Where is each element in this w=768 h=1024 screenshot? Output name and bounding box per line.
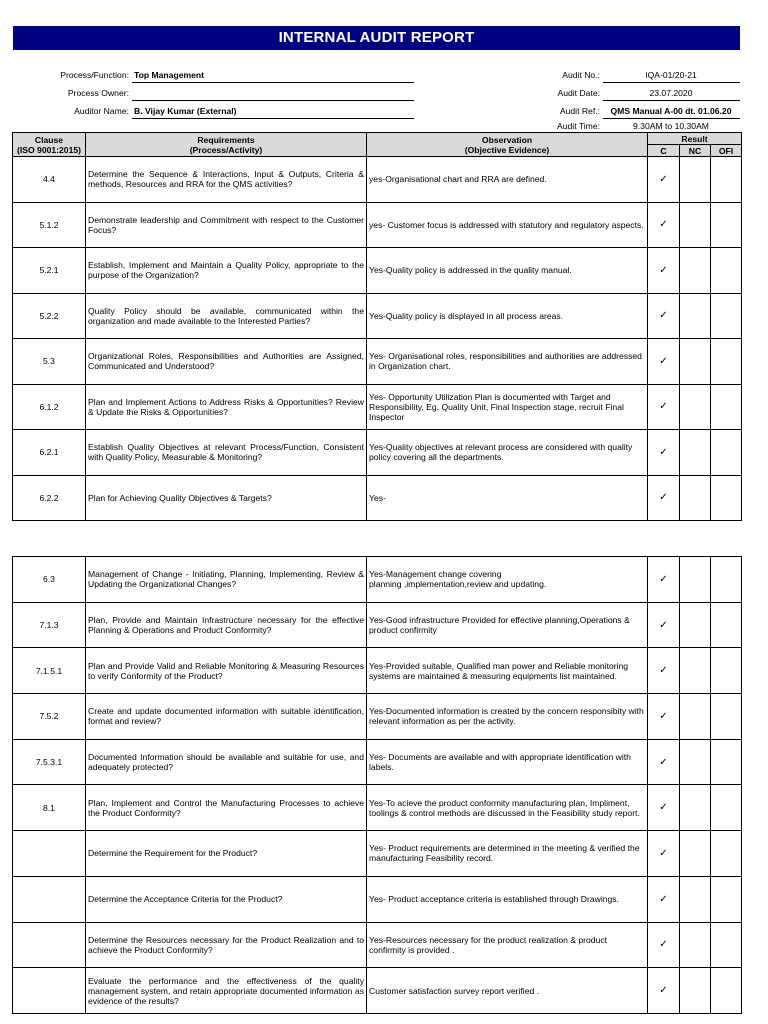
requirement-cell: Quality Policy should be available, communicated within the organization and made available to the Interested Parties? xyxy=(86,293,367,339)
result-nc-cell xyxy=(680,648,711,694)
result-nc-cell xyxy=(680,694,711,740)
clause-cell xyxy=(13,922,86,968)
observation-cell: Yes-Documented information is created by the concern responsibity with relevant information as per the activity. xyxy=(367,694,648,740)
observation-cell: Yes- Organisational roles, responsibilities and authorities are addressed in Organization chart. xyxy=(367,339,648,385)
table-row xyxy=(13,694,742,740)
result-c-cell: ✓ xyxy=(648,157,680,203)
result-ofi-cell xyxy=(711,293,742,339)
observation-header: Observation (Objective Evidence) xyxy=(367,133,648,157)
clause-cell xyxy=(13,968,86,1014)
clause-cell: 5.3 xyxy=(13,339,86,385)
result-c-cell: ✓ xyxy=(648,694,680,740)
audit-time-value: 9.30AM to 10.30AM xyxy=(633,121,709,131)
result-c-cell: ✓ xyxy=(648,876,680,922)
result-nc-cell xyxy=(680,293,711,339)
process-function-underline xyxy=(132,82,414,83)
table-row xyxy=(13,557,742,603)
requirement-cell: Management of Change - Initiating, Planning, Implementing, Review & Updating the Organizational Changes? xyxy=(86,557,367,603)
result-nc-cell xyxy=(680,557,711,603)
observation-cell: Yes-Management change covering planning ,implementation,review and updating. xyxy=(367,557,648,603)
result-ofi-cell xyxy=(711,248,742,294)
clause-cell: 7.1.3 xyxy=(13,602,86,648)
result-c-cell: ✓ xyxy=(648,202,680,248)
observation-cell: Yes-Quality objectives at relevant process are considered with quality policy covering all the departments. xyxy=(367,430,648,476)
requirement-cell: Evaluate the performance and the effectiveness of the quality management system, and retain appropriate documented information as evidence of the results? xyxy=(86,968,367,1014)
result-ofi-cell xyxy=(711,475,742,521)
clause-cell: 5.2.2 xyxy=(13,293,86,339)
table-row xyxy=(13,293,742,339)
result-c-cell: ✓ xyxy=(648,557,680,603)
audit-no-underline xyxy=(603,82,740,83)
result-nc-cell xyxy=(680,785,711,831)
clause-cell xyxy=(13,831,86,877)
result-c-cell: ✓ xyxy=(648,831,680,877)
audit-date-value: 23.07.2020 xyxy=(649,88,693,98)
audit-time-label: Audit Time: xyxy=(557,121,600,131)
requirement-cell: Plan, Provide and Maintain Infrastructure necessary for the effective Planning & Operations and Product Conformity? xyxy=(86,602,367,648)
clause-cell: 7.5.2 xyxy=(13,694,86,740)
result-ofi-cell xyxy=(711,739,742,785)
result-nc-cell xyxy=(680,831,711,877)
result-nc-cell xyxy=(680,968,711,1014)
table-row xyxy=(13,785,742,831)
table-row xyxy=(13,384,742,430)
result-c-cell: ✓ xyxy=(648,968,680,1014)
observation-cell: Yes- Product acceptance criteria is established through Drawings. xyxy=(367,876,648,922)
table-body xyxy=(13,157,742,521)
result-nc-cell xyxy=(680,739,711,785)
result-ofi-cell xyxy=(711,785,742,831)
observation-cell: yes- Customer focus is addressed with statutory and regulatory aspects. xyxy=(367,202,648,248)
clause-header: Clause (ISO 9001:2015) xyxy=(13,133,86,157)
audit-date-underline xyxy=(603,100,740,101)
table-row xyxy=(13,339,742,385)
c-header: C xyxy=(648,145,680,157)
nc-header: NC xyxy=(680,145,711,157)
clause-cell: 4.4 xyxy=(13,157,86,203)
requirement-cell: Plan for Achieving Quality Objectives & Targets? xyxy=(86,475,367,521)
table-row xyxy=(13,739,742,785)
result-ofi-cell xyxy=(711,202,742,248)
result-nc-cell xyxy=(680,384,711,430)
result-ofi-cell xyxy=(711,831,742,877)
ofi-header: OFI xyxy=(711,145,742,157)
table-row xyxy=(13,968,742,1014)
result-nc-cell xyxy=(680,339,711,385)
result-nc-cell xyxy=(680,430,711,476)
table-row xyxy=(13,430,742,476)
observation-cell: yes-Organisational chart and RRA are defined. xyxy=(367,157,648,203)
observation-cell: Yes-Resources necessary for the product realization & product confirmity is provided . xyxy=(367,922,648,968)
result-c-cell: ✓ xyxy=(648,785,680,831)
observation-cell: Yes- Opportunity Utilization Plan is documented with Target and Responsibility, Eg. Quality Unit, Final Inspection stage, recruit Final Inspector xyxy=(367,384,648,430)
requirement-cell: Determine the Acceptance Criteria for the Product? xyxy=(86,876,367,922)
result-c-cell: ✓ xyxy=(648,739,680,785)
clause-cell: 6.1.2 xyxy=(13,384,86,430)
result-ofi-cell xyxy=(711,922,742,968)
report-title: INTERNAL AUDIT REPORT xyxy=(13,26,740,50)
requirement-cell: Plan, Implement and Control the Manufacturing Processes to achieve the Product Conformity? xyxy=(86,785,367,831)
process-function-value: Top Management xyxy=(134,70,205,80)
result-c-cell: ✓ xyxy=(648,248,680,294)
requirement-cell: Plan and Implement Actions to Address Risks & Opportunities? Review & Update the Risks & Opportunities? xyxy=(86,384,367,430)
requirement-cell: Plan and Provide Valid and Reliable Monitoring & Measuring Resources to verify Conformity of the Product? xyxy=(86,648,367,694)
result-header: Result xyxy=(648,133,742,145)
clause-cell: 5.2.1 xyxy=(13,248,86,294)
result-c-cell: ✓ xyxy=(648,339,680,385)
result-c-cell: ✓ xyxy=(648,384,680,430)
audit-no-label: Audit No.: xyxy=(562,70,600,80)
result-c-cell: ✓ xyxy=(648,475,680,521)
audit-table-continued xyxy=(12,556,742,1014)
result-c-cell: ✓ xyxy=(648,430,680,476)
clause-cell: 6.3 xyxy=(13,557,86,603)
observation-cell: Yes- Documents are available and with appropriate identification with labels. xyxy=(367,739,648,785)
table-row xyxy=(13,157,742,203)
result-ofi-cell xyxy=(711,602,742,648)
result-nc-cell xyxy=(680,922,711,968)
result-ofi-cell xyxy=(711,339,742,385)
table-row xyxy=(13,648,742,694)
process-owner-underline xyxy=(132,100,414,101)
process-function-label: Process/Function: xyxy=(60,70,129,80)
auditor-name-underline xyxy=(132,118,414,119)
requirement-cell: Organizational Roles, Responsibilities and Authorities are Assigned, Communicated and Understood? xyxy=(86,339,367,385)
result-ofi-cell xyxy=(711,557,742,603)
audit-ref-value: QMS Manual A-00 dt. 01.06.20 xyxy=(610,106,732,116)
clause-cell: 8.1 xyxy=(13,785,86,831)
result-nc-cell xyxy=(680,876,711,922)
observation-cell: Yes- Product requirements are determined in the meeting & verified the manufacturing Feasibility record. xyxy=(367,831,648,877)
table-row xyxy=(13,202,742,248)
result-ofi-cell xyxy=(711,384,742,430)
clause-cell: 5.1.2 xyxy=(13,202,86,248)
observation-cell: Yes-Quality policy is addressed in the quality manual. xyxy=(367,248,648,294)
clause-cell: 7.5.3.1 xyxy=(13,739,86,785)
observation-cell: Yes-Quality policy is displayed in all process areas. xyxy=(367,293,648,339)
requirement-cell: Create and update documented information with suitable identification, format and review? xyxy=(86,694,367,740)
result-c-cell: ✓ xyxy=(648,648,680,694)
requirement-cell: Establish, Implement and Maintain a Quality Policy, appropriate to the purpose of the Organization? xyxy=(86,248,367,294)
result-nc-cell xyxy=(680,202,711,248)
observation-cell: Yes- xyxy=(367,475,648,521)
audit-ref-underline xyxy=(603,118,740,119)
result-ofi-cell xyxy=(711,694,742,740)
clause-cell: 7.1.5.1 xyxy=(13,648,86,694)
result-ofi-cell xyxy=(711,876,742,922)
requirement-cell: Determine the Resources necessary for the Product Realization and to achieve the Product Conformity? xyxy=(86,922,367,968)
result-nc-cell xyxy=(680,157,711,203)
audit-table xyxy=(12,132,742,521)
result-c-cell: ✓ xyxy=(648,602,680,648)
table-row xyxy=(13,876,742,922)
table-row xyxy=(13,831,742,877)
observation-cell: Yes-Good infrastructure Provided for effective planning,Operations & product confirmity xyxy=(367,602,648,648)
result-nc-cell xyxy=(680,602,711,648)
requirements-header: Requirements (Process/Activity) xyxy=(86,133,367,157)
result-ofi-cell xyxy=(711,648,742,694)
requirement-cell: Documented Information should be available and suitable for use, and adequately protected? xyxy=(86,739,367,785)
process-owner-label: Process Owner: xyxy=(67,88,129,98)
result-nc-cell xyxy=(680,248,711,294)
requirement-cell: Demonstrate leadership and Commitment with respect to the Customer Focus? xyxy=(86,202,367,248)
audit-no-value: IQA-01/20-21 xyxy=(645,70,697,80)
table-row xyxy=(13,475,742,521)
result-ofi-cell xyxy=(711,157,742,203)
observation-cell: Yes-Provided suitable, Qualified man power and Reliable monitoring systems are maintained & measuring equipments list maintained. xyxy=(367,648,648,694)
table-body-continued xyxy=(13,557,742,1014)
result-nc-cell xyxy=(680,475,711,521)
observation-cell: Yes-To acieve the product conformity manufacturing plan, Impliment, toolings & control methods are discussed in the Feasibility study report. xyxy=(367,785,648,831)
clause-cell: 6.2.2 xyxy=(13,475,86,521)
table-row xyxy=(13,922,742,968)
audit-ref-label: Audit Ref.: xyxy=(559,106,600,116)
auditor-name-value: B. Vijay Kumar (External) xyxy=(134,106,237,116)
clause-cell: 6.2.1 xyxy=(13,430,86,476)
audit-date-label: Audit Date: xyxy=(557,88,600,98)
auditor-name-label: Auditor Name: xyxy=(74,106,129,116)
result-c-cell: ✓ xyxy=(648,293,680,339)
requirement-cell: Establish Quality Objectives at relevant Process/Function, Consistent with Quality Policy, Measurable & Monitoring? xyxy=(86,430,367,476)
result-ofi-cell xyxy=(711,968,742,1014)
result-c-cell: ✓ xyxy=(648,922,680,968)
table-row xyxy=(13,248,742,294)
table-row xyxy=(13,602,742,648)
requirement-cell: Determine the Sequence & Interactions, Input & Outputs, Criteria & methods, Resources and RRA for the QMS activities? xyxy=(86,157,367,203)
requirement-cell: Determine the Requirement for the Product? xyxy=(86,831,367,877)
observation-cell: Customer satisfaction survey report verified . xyxy=(367,968,648,1014)
result-ofi-cell xyxy=(711,430,742,476)
clause-cell xyxy=(13,876,86,922)
